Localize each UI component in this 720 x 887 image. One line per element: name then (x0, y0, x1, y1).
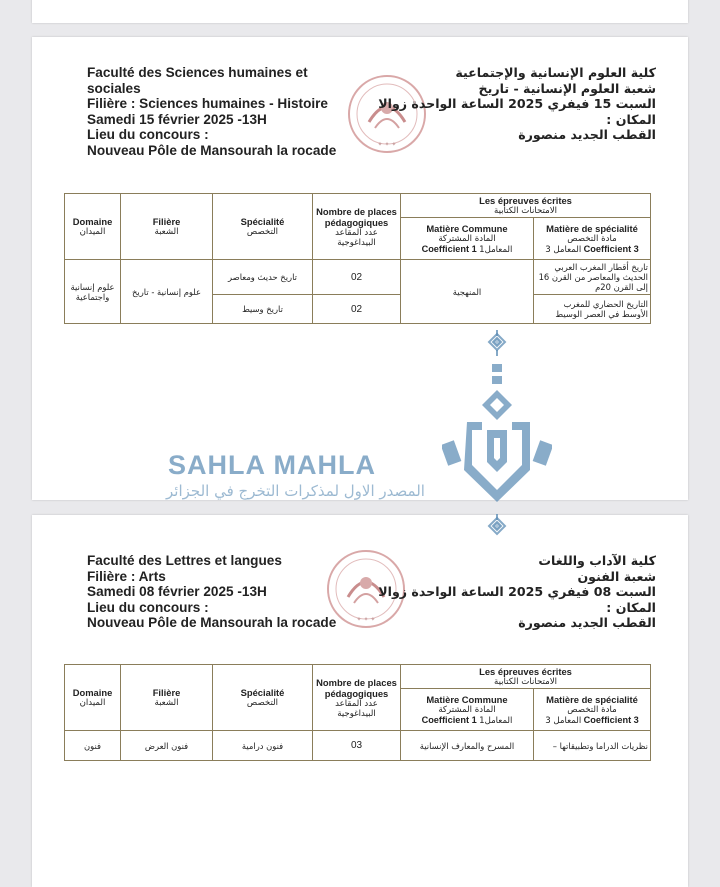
header-epreuves: Les épreuves écrites الامتحانات الكتابية (401, 194, 651, 218)
cell-spec-matiere-2: التاريخ الحضاري للمغرب الأوسط في العصر الوسيط (534, 295, 651, 324)
header-filiere: Filière الشعبة (121, 194, 213, 260)
cell-commune: المنهجية (401, 260, 534, 324)
header-matiere-commune: Matière Commune المادة المشتركة Coefficient 1 المعامل1 (401, 218, 534, 260)
previous-page-edge (32, 0, 688, 23)
filiere-ar: شعبة الفنون (577, 568, 656, 584)
header-matiere-specialite: Matière de spécialité مادة التخصص المعامل 3 Coefficient 3 (534, 218, 651, 260)
cell-places: 03 (313, 731, 401, 761)
faculty-name-ar: كلية العلوم الإنسانية والإجتماعية (455, 65, 656, 80)
document-page-1 (32, 37, 688, 500)
cell-spec-matiere: نظريات الدراما وتطبيقاتها – (534, 731, 651, 761)
header-places: Nombre de places pédagogiques عدد المقاعد البيداغوجية (313, 665, 401, 731)
header-domaine: Domaine الميدان (65, 194, 121, 260)
cell-domaine: علوم إنسانية واجتماعية (65, 260, 121, 324)
cell-commune: المسرح والمعارف الإنسانية (401, 731, 534, 761)
location-label: Lieu du concours : (87, 599, 209, 615)
header-domaine: Domaine الميدان (65, 665, 121, 731)
header-specialite: Spécialité التخصص (213, 665, 313, 731)
location-value: Nouveau Pôle de Mansourah la rocade (87, 615, 337, 631)
faculty-name-line1: Faculté des Lettres et langues (87, 553, 282, 568)
header-matiere-specialite: Matière de spécialité مادة التخصص المعامل 3 Coefficient 3 (534, 689, 651, 731)
watermark-subtitle: المصدر الاول لمذكرات التخرج في الجزائر (166, 482, 425, 500)
date-ar: السبت 15 فيفري 2025 الساعة الواحدة زوالا (378, 96, 656, 112)
date-ar: السبت 08 فيفري 2025 الساعة الواحدة زوالا (378, 584, 656, 600)
header-arabic-2 (378, 553, 656, 631)
header-arabic-1 (378, 65, 656, 143)
header-places: Nombre de places pédagogiques عدد المقاعد البيداغوجية (313, 194, 401, 260)
filiere-line: Filière : Sciences humaines - Histoire (87, 96, 328, 112)
date-line: Samedi 15 février 2025 -13H (87, 111, 267, 127)
header-specialite: Spécialité التخصص (213, 194, 313, 260)
svg-text:✦ ✦ ✦: ✦ ✦ ✦ (377, 141, 397, 148)
header-filiere: Filière الشعبة (121, 665, 213, 731)
cell-domaine: فنون (65, 731, 121, 761)
exam-table-1 (64, 193, 651, 324)
cell-specialite: فنون درامية (213, 731, 313, 761)
exam-table-2 (64, 664, 651, 761)
filiere-line: Filière : Arts (87, 568, 166, 584)
header-french-1 (87, 65, 357, 159)
date-line: Samedi 08 février 2025 -13H (87, 584, 267, 600)
document-page-2 (32, 515, 688, 887)
faculty-name-ar: كلية الآداب واللغات (538, 553, 656, 568)
location-label: Lieu du concours : (87, 127, 209, 143)
cell-spec-matiere-1: تاريخ أقطار المغرب العربي الحديث والمعاصر من القرن 16 إلى القرن 20م (534, 260, 651, 295)
cell-filiere: علوم إنسانية - تاريخ (121, 260, 213, 324)
location-value-ar: القطب الجديد منصورة (518, 615, 656, 631)
cell-places-1: 02 (313, 260, 401, 295)
cell-places-2: 02 (313, 295, 401, 324)
header-epreuves: Les épreuves écrites الامتحانات الكتابية (401, 665, 651, 689)
location-value-ar: القطب الجديد منصورة (518, 127, 656, 143)
faculty-name-line2: sociales (87, 80, 141, 96)
location-label-ar: المكان : (606, 599, 656, 615)
cell-filiere: فنون العرض (121, 731, 213, 761)
cell-specialite-2: تاريخ وسيط (213, 295, 313, 324)
faculty-name-line1: Faculté des Sciences humaines et (87, 65, 308, 80)
location-value: Nouveau Pôle de Mansourah la rocade (87, 142, 337, 158)
header-matiere-commune: Matière Commune المادة المشتركة Coefficient 1 المعامل1 (401, 689, 534, 731)
cell-specialite-1: تاريخ حديث ومعاصر (213, 260, 313, 295)
filiere-ar: شعبة العلوم الإنسانية - تاريخ (478, 80, 656, 96)
location-label-ar: المكان : (606, 111, 656, 127)
svg-text:✦ ✦ ✦: ✦ ✦ ✦ (356, 616, 376, 623)
watermark-title: SAHLA MAHLA (168, 450, 376, 480)
header-french-2 (87, 553, 357, 631)
